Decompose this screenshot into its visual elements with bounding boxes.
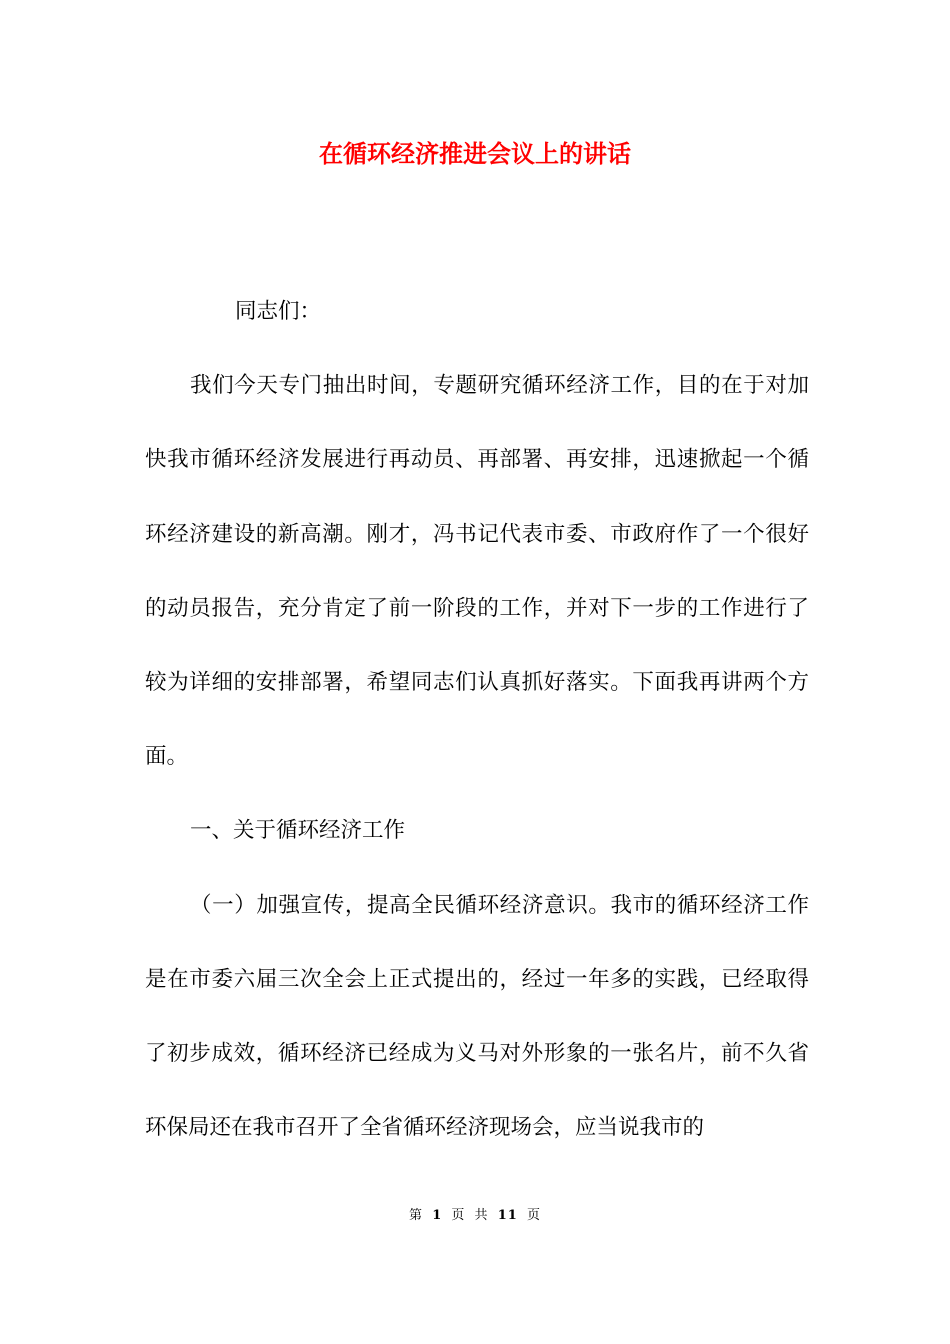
paragraph-intro: 我们今天专门抽出时间，专题研究循环经济工作，目的在于对加快我市循环经济发展进行再动员、再部署、再安排，迅速掀起一个循环经济建设的新高潮。刚才，冯书记代表市委、市政府作了一个很好的动员报告，充分肯定了前一阶段的工作，并对下一步的工作进行了较为详细的安排部署，希望同志们认真抓好落实。下面我再讲两个方面。: [145, 373, 809, 770]
document-title: 在循环经济推进会议上的讲话: [319, 139, 631, 168]
footer-total-pages: 11: [497, 1208, 518, 1223]
footer-current-page: 1: [432, 1208, 443, 1223]
document-body: [145, 275, 809, 1165]
paragraph-section-one: （一）加强宣传，提高全民循环经济意识。我市的循环经济工作是在市委六届三次全会上正式提出的，经过一年多的实践，已经取得了初步成效，循环经济已经成为义马对外形象的一张名片，前不久省环保局还在我市召开了全省循环经济现场会，应当说我市的: [145, 892, 809, 1141]
footer-page-word: 页: [451, 1208, 466, 1223]
page-footer: [0, 1206, 950, 1226]
footer-prefix: 第: [409, 1208, 424, 1223]
footer-suffix: 页: [526, 1208, 541, 1223]
greeting: 同志们：: [235, 299, 322, 324]
footer-total-word: 共: [474, 1208, 489, 1223]
section-heading: 一、关于循环经济工作: [190, 818, 406, 844]
